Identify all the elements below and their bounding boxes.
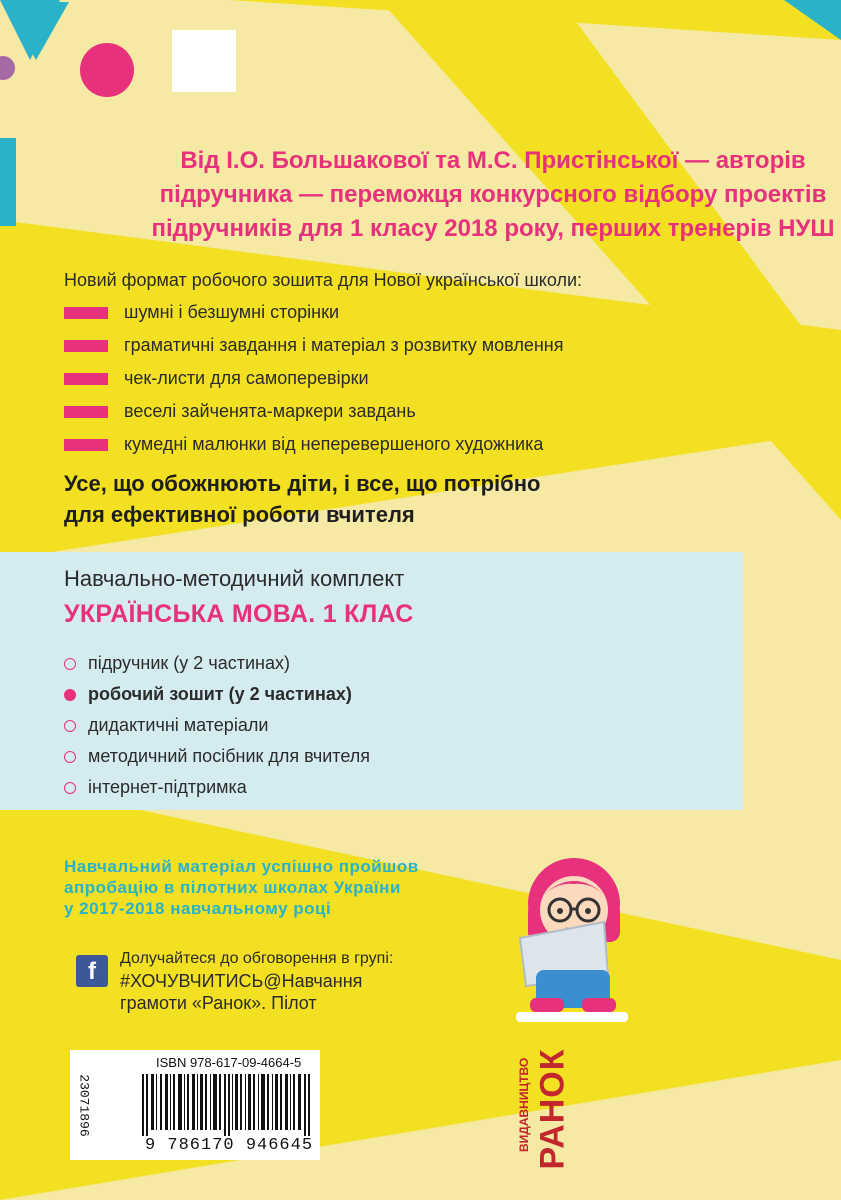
format-lead: Новий формат робочого зошита для Нової української школи: (64, 270, 583, 290)
shoe-right-shape (582, 998, 616, 1012)
bench-shape (516, 1012, 628, 1022)
barcode-side-code (74, 1058, 90, 1154)
barcode-number: 9 786170 946645 (145, 1136, 314, 1155)
shoe-left-shape (530, 998, 564, 1012)
publisher-name: РАНОК (533, 1048, 572, 1170)
circle-bullet-icon (64, 751, 76, 763)
feature-item (64, 296, 563, 329)
feature-item (64, 329, 563, 362)
kit-item (64, 772, 370, 803)
white-square-shape (172, 30, 236, 92)
filled-circle-bullet-icon (64, 689, 76, 701)
intro-line: Від І.О. Большакової та М.С. Пристінської — авторів (180, 147, 806, 174)
approbation-line: апробацію в пілотних школах України (64, 878, 401, 897)
circle-bullet-icon (64, 782, 76, 794)
feature-item (64, 395, 563, 428)
eye-right-shape (585, 908, 591, 914)
kit-item-active (64, 679, 370, 710)
feature-item (64, 428, 563, 461)
girl-with-laptop-illustration (512, 852, 632, 1024)
approbation-note (64, 856, 419, 919)
feature-text: кумедні малюнки від неперевершеного художника (124, 434, 544, 454)
barcode-side-text: 23071896 (76, 1074, 92, 1137)
circle-bullet-icon (64, 658, 76, 670)
facebook-invite (120, 948, 393, 1014)
facebook-group-name: грамоти «Ранок». Пілот (120, 993, 317, 1013)
kit-item-label: підручник (у 2 частинах) (88, 653, 290, 673)
isbn-text: ISBN 978-617-09-4664-5 (156, 1055, 302, 1070)
barcode-block (70, 1050, 320, 1160)
feature-text: веселі зайченята-маркери завдань (124, 401, 416, 421)
pink-circle-shape (80, 43, 134, 97)
pink-bullet-icon (64, 406, 108, 418)
kit-item-label: інтернет-підтримка (88, 777, 247, 797)
kit-title: Навчально-методичний комплект (64, 566, 405, 591)
kit-item (64, 648, 370, 679)
intro-text (148, 144, 838, 246)
barcode-bars-group (142, 1074, 310, 1136)
kit-list (64, 648, 370, 803)
approbation-line: у 2017-2018 навчальному році (64, 899, 332, 918)
pink-bullet-icon (64, 373, 108, 385)
kit-subject: УКРАЇНСЬКА МОВА. 1 КЛАС (64, 600, 414, 628)
eye-left-shape (557, 908, 563, 914)
feature-text: граматичні завдання і матеріал з розвитку мовлення (124, 335, 564, 355)
slogan-line: для ефективної роботи вчителя (64, 502, 415, 527)
kit-item-label: робочий зошит (у 2 частинах) (88, 684, 352, 704)
slogan (64, 468, 540, 530)
intro-line: підручника — переможця конкурсного відбору проектів (159, 181, 827, 208)
circle-bullet-icon (64, 720, 76, 732)
pink-bullet-icon (64, 439, 108, 451)
barcode-bars (142, 1074, 314, 1136)
feature-list (64, 296, 563, 461)
kit-item (64, 710, 370, 741)
pink-bullet-icon (64, 307, 108, 319)
pink-bullet-icon (64, 340, 108, 352)
approbation-line: Навчальний матеріал успішно пройшов (64, 857, 419, 876)
feature-item (64, 362, 563, 395)
kit-item (64, 741, 370, 772)
publisher-logo (507, 1048, 575, 1170)
kit-panel (0, 552, 743, 810)
slogan-line: Усе, що обожнюють діти, і все, що потрібно (64, 471, 541, 496)
intro-line: підручників для 1 класу 2018 року, перших тренерів НУШ (151, 215, 835, 242)
kit-item-label: дидактичні матеріали (88, 715, 269, 735)
facebook-hashtag: #ХОЧУВЧИТИСЬ@Навчання (120, 971, 363, 991)
facebook-line: Долучайтеся до обговорення в групі: (120, 950, 394, 967)
cyan-edge-bar (0, 138, 16, 226)
kit-item-label: методичний посібник для вчителя (88, 746, 371, 766)
feature-text: чек-листи для самоперевірки (124, 368, 369, 388)
feature-text: шумні і безшумні сторінки (124, 302, 340, 322)
facebook-icon: f (76, 955, 108, 987)
publisher-label: ВИДАВНИЦТВО (517, 1057, 531, 1152)
